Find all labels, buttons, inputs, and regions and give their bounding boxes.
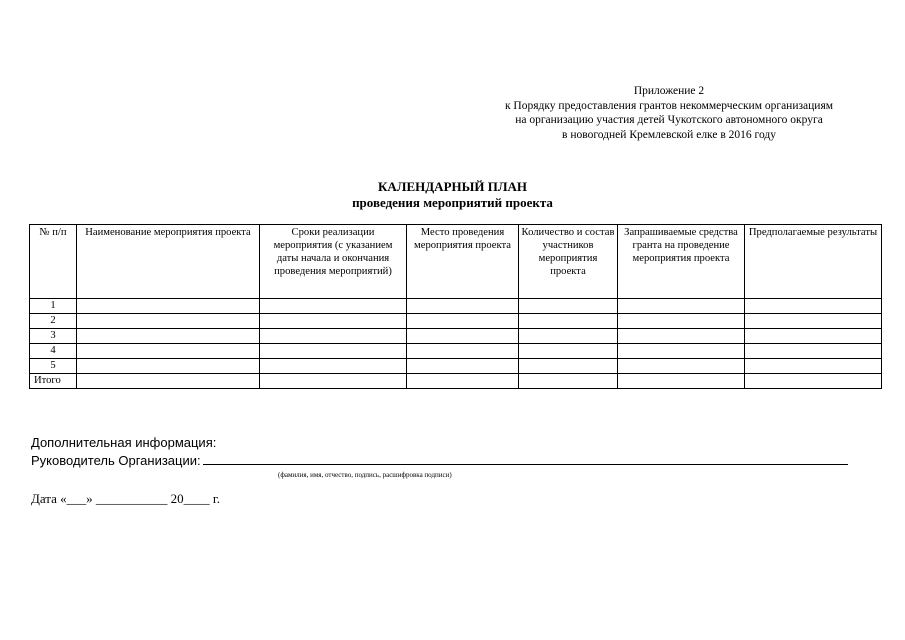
header-dates: Сроки реализации мероприятия (с указанием даты начала и окончания проведения мероприятий) xyxy=(260,225,407,299)
appendix-line: к Порядку предоставления грантов некоммерческим организациям xyxy=(504,99,834,112)
table-cell[interactable] xyxy=(77,344,260,359)
table-cell[interactable] xyxy=(519,344,618,359)
table-cell[interactable] xyxy=(260,374,407,389)
title-line-1: КАЛЕНДАРНЫЙ ПЛАН xyxy=(377,179,528,194)
table-cell[interactable] xyxy=(618,359,745,374)
table-row xyxy=(30,359,882,374)
table-cell[interactable] xyxy=(77,359,260,374)
table-header-row xyxy=(30,225,882,299)
table-cell[interactable] xyxy=(407,299,519,314)
table-cell[interactable] xyxy=(618,329,745,344)
row-number: 2 xyxy=(30,314,77,329)
row-number: 5 xyxy=(30,359,77,374)
table-cell[interactable] xyxy=(407,374,519,389)
table-cell[interactable] xyxy=(745,314,882,329)
header-grant-funds: Запрашиваемые средства гранта на проведение мероприятия проекта xyxy=(618,225,745,299)
table-cell[interactable] xyxy=(77,299,260,314)
date-line: Дата «___» ___________ 20____ г. xyxy=(31,491,221,506)
table-cell[interactable] xyxy=(618,374,745,389)
table-cell[interactable] xyxy=(618,314,745,329)
table-cell[interactable] xyxy=(260,359,407,374)
table-cell[interactable] xyxy=(407,329,519,344)
table-cell[interactable] xyxy=(745,344,882,359)
table-cell[interactable] xyxy=(260,329,407,344)
table-row xyxy=(30,299,882,314)
table-cell[interactable] xyxy=(519,329,618,344)
table-cell[interactable] xyxy=(519,359,618,374)
row-number: 3 xyxy=(30,329,77,344)
header-participants: Количество и состав участников мероприятия проекта xyxy=(519,225,618,299)
header-results: Предполагаемые результаты xyxy=(745,225,882,299)
calendar-plan-table xyxy=(29,224,882,389)
table-cell[interactable] xyxy=(745,374,882,389)
table-cell[interactable] xyxy=(77,374,260,389)
header-event-name: Наименование мероприятия проекта xyxy=(77,225,260,299)
table-cell[interactable] xyxy=(260,299,407,314)
table-row xyxy=(30,344,882,359)
table-cell[interactable] xyxy=(519,374,618,389)
table-cell[interactable] xyxy=(745,299,882,314)
table-cell[interactable] xyxy=(745,359,882,374)
total-label: Итого xyxy=(30,374,77,389)
table-cell[interactable] xyxy=(260,314,407,329)
document-title xyxy=(0,179,905,211)
table-row xyxy=(30,329,882,344)
additional-info-label: Дополнительная информация: xyxy=(31,435,217,450)
signature-line[interactable] xyxy=(203,454,848,465)
table-cell[interactable] xyxy=(407,344,519,359)
table-cell[interactable] xyxy=(618,299,745,314)
table-cell[interactable] xyxy=(519,299,618,314)
table-cell[interactable] xyxy=(77,329,260,344)
table-row xyxy=(30,314,882,329)
row-number: 1 xyxy=(30,299,77,314)
table-cell[interactable] xyxy=(407,359,519,374)
table-cell[interactable] xyxy=(77,314,260,329)
appendix-line: в новогодней Кремлевской елке в 2016 году xyxy=(562,128,776,141)
header-number: № п/п xyxy=(30,225,77,299)
header-place: Место проведения мероприятия проекта xyxy=(407,225,519,299)
row-number: 4 xyxy=(30,344,77,359)
table-cell[interactable] xyxy=(618,344,745,359)
table-cell[interactable] xyxy=(407,314,519,329)
appendix-line: Приложение 2 xyxy=(633,85,705,97)
title-line-2: проведения мероприятий проекта xyxy=(352,195,553,210)
head-label: Руководитель Организации: xyxy=(31,453,201,468)
head-of-organization xyxy=(31,453,848,468)
signature-hint: (фамилия, имя, отчество, подпись, расшифровка подписи) xyxy=(278,471,452,479)
table-cell[interactable] xyxy=(260,344,407,359)
table-cell[interactable] xyxy=(745,329,882,344)
table-total-row xyxy=(30,374,882,389)
appendix-block xyxy=(459,84,879,142)
appendix-line: на организацию участия детей Чукотского автономного округа xyxy=(515,114,823,127)
table-cell[interactable] xyxy=(519,314,618,329)
